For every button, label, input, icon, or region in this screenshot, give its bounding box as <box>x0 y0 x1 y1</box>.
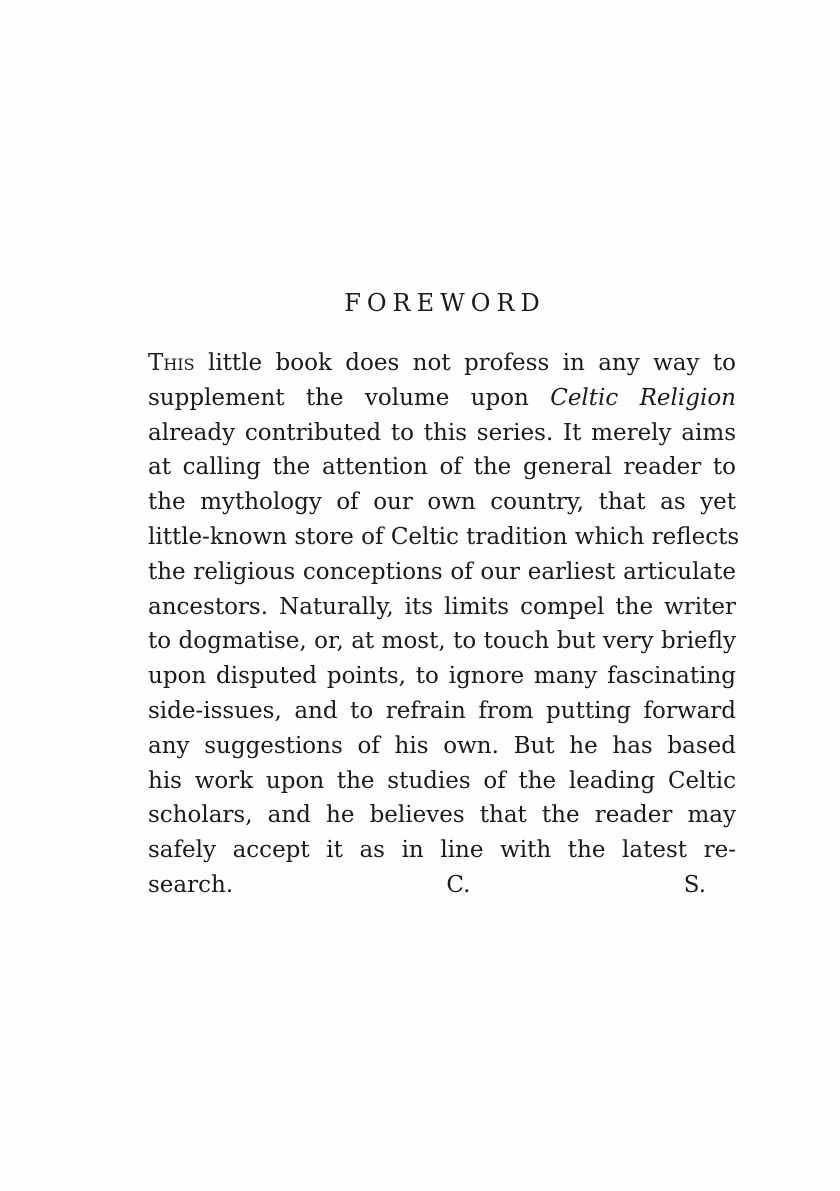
text-line-16: search. C. S. <box>148 871 706 898</box>
text-line-10: upon disputed points, to ignore many fascinating <box>148 663 736 690</box>
text-line-11: side-issues, and to refrain from putting forward <box>148 697 736 724</box>
text-line-8: ancestors. Naturally, its limits compel the writer <box>148 593 736 620</box>
text-line-2: supplement the volume upon Celtic Religion <box>148 384 736 411</box>
text-line-9: to dogmatise, or, at most, to touch but very briefly <box>148 628 736 655</box>
text-line-4: at calling the attention of the general reader to <box>148 454 736 481</box>
signature: C. S. <box>446 871 706 898</box>
text-line-1: This little book does not profess in any way to <box>148 350 736 376</box>
text-line-3: already contributed to this series. It merely aims <box>148 419 736 446</box>
text-line-13: his work upon the studies of the leading Celtic <box>148 767 736 794</box>
book-title: Celtic Religion <box>550 384 736 411</box>
text-line-7: the religious conceptions of our earliest articulate <box>148 558 736 585</box>
text-line-15: safely accept it as in line with the latest re- <box>148 837 736 864</box>
text-line-12: any suggestions of his own. But he has based <box>148 732 736 759</box>
text-line-6: little-known store of Celtic tradition which reflects <box>148 523 740 550</box>
opening-word: This <box>148 350 195 376</box>
foreword-text <box>148 346 740 903</box>
text-line-5: the mythology of our own country, that as yet <box>148 489 736 516</box>
text-line-14: scholars, and he believes that the reader may <box>148 802 736 829</box>
page-title: FOREWORD <box>344 289 546 317</box>
